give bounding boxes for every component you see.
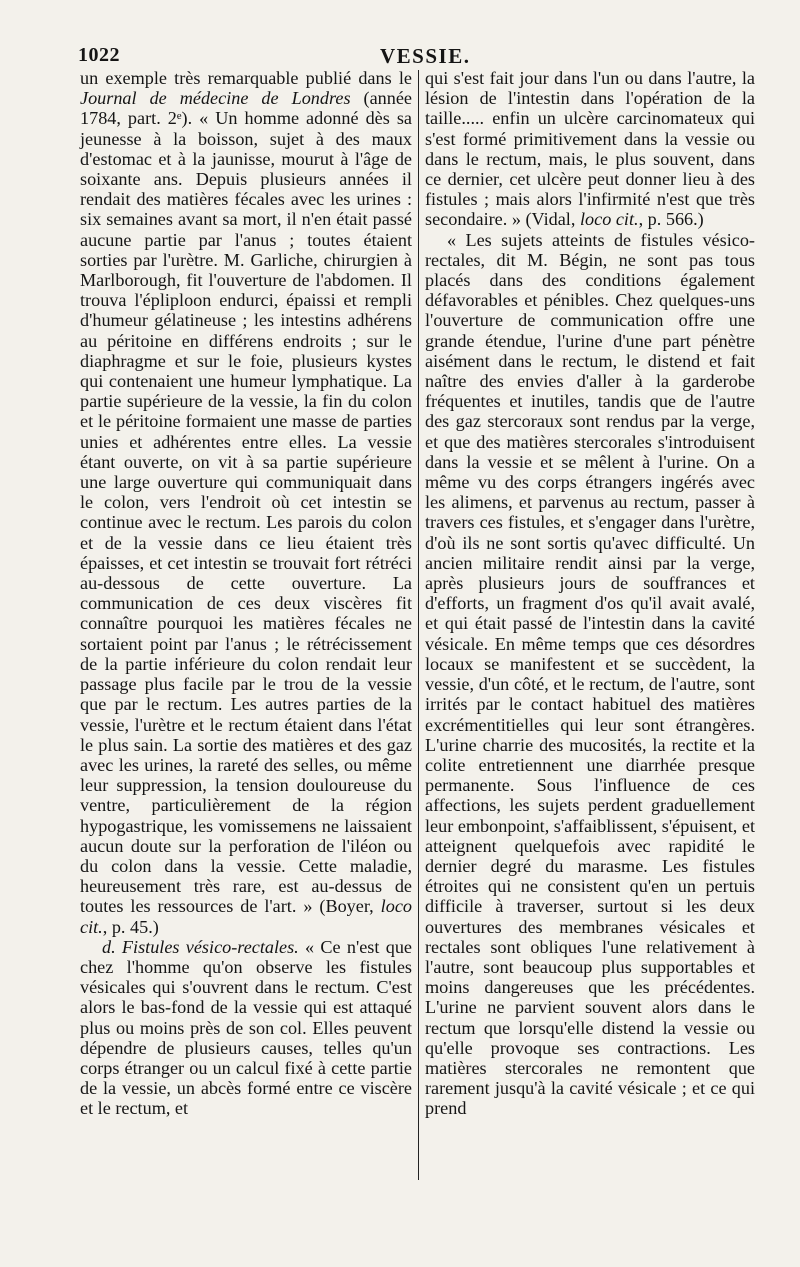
left-text-1a: un exemple très remarquable publié dans le — [80, 68, 412, 88]
right-text-1b: , p. 566.) — [638, 209, 704, 230]
running-head: VESSIE. — [380, 44, 471, 68]
right-paragraph-2 — [425, 230, 755, 1119]
page-number: 1022 — [78, 44, 120, 66]
right-paragraph-1 — [425, 68, 755, 230]
left-text-1c: , p. 45.) — [102, 916, 159, 937]
left-paragraph-1 — [80, 68, 412, 937]
left-text-1b: (année 1784, part. 2ᵉ). « Un homme adonné dès sa jeunesse à la boisson, sujet à des maux d'estomac et à la jaunisse, mourut à l'âge de soixante ans. Depuis plusieurs années il rendait des matières fécales avec les urines : six semaines avant sa mort, il n'en était passé aucune partie par l'anus ; toutes étaient sorties par l'urètre. M. Garliche, chirurgien à Marlborough, fit l'ouverture de l'abdomen. Il trouva l'épliploon endurci, épaissi et rempli d'humeur gélatineuse ; les intestins adhérens au péritoine en différens endroits ; sur le diaphragme et sur le foie, plusieurs kystes qui contenaient une humeur lymphatique. La partie supérieure de la vessie, la fin du colon et le péritoine formaient une masse de parties unies et adhérentes entre elles. La vessie étant ouverte, on vit à sa partie supérieure une large ouverture qui communiquait dans le colon, vers l'endroit où cet intestin se continue avec le rectum. Les parois du colon et de la vessie dans ce lieu étaient très épaisses, et cet intestin se trouvait fort rétréci au-dessous de cette ouverture. La communication de ces deux viscères fit connaître pourquoi les matières fécales ne sortaient point par l'anus ; le rétrécissement de la partie inférieure du colon rendait leur passage plus facile par le trou de la vessie que par le rectum. Les autres parties de la vessie, l'urètre et le rectum étaient dans l'état le plus sain. La sortie des matières et des gaz avec les urines, la rareté des selles, ou même leur suppression, la tension douloureuse du ventre, particulièrement de la région hypogastrique, les vomissemens ne laissaient aucun doute sur la perforation de l'iléon ou du colon dans la vessie. Cette maladie, heureusement très rare, est au-dessus de toutes les ressources de l'art. » (Boyer, — [80, 88, 412, 917]
loco-cit-vidal: loco cit. — [579, 209, 639, 230]
column-divider — [418, 70, 419, 1180]
left-column — [80, 68, 412, 1119]
journal-title: Journal de médecine de Londres — [80, 88, 351, 109]
right-text-1a: qui s'est fait jour dans l'un ou dans l'autre, la lésion de l'intestin dans l'opération de la taille..... enfin un ulcère carcinomateux qui s'est formé primitivement dans la vessie ou dans le rectum, mais, le plus souvent, dans ce dernier, cet ulcère peut donner lieu à des fistules ; mais alors l'infirmité n'est que très secondaire. » (Vidal, — [425, 68, 755, 230]
right-text-2: « Les sujets atteints de fistules vésico-rectales, dit M. Bégin, ne sont pas tous placés dans des conditions également défavorables et pénibles. Chez quelques-uns l'ouverture de communication offre une grande étendue, l'urine d'une part pénètre aisément dans le rectum, le distend et fait naître des envies d'aller à la garderobe fréquentes et inutiles, tandis que de l'autre des gaz stercoraux sont rendus par la verge, et que des matières stercorales s'introduisent dans la vessie et se mêlent à l'urine. On a même vu des corps étrangers ingérés avec les alimens, et parvenus au rectum, passer à travers ces fistules, et s'engager dans l'urètre, d'où ils ne sont sortis qu'avec difficulté. Un ancien militaire rendit ainsi par la verge, après plusieurs jours de souffrances et d'efforts, un fragment d'os qu'il avait avalé, et qui était passé de l'intestin dans la cavité vésicale. En même temps que ces désordres locaux se manifestent et se succèdent, la vessie, d'un côté, et le rectum, de l'autre, sont irrités par le contact habituel des matières excrémentitielles qui leur sont étrangères. L'urine charrie des mucosités, la rectite et la colite entretiennent une diarrhée presque permanente. Sous l'influence de ces affections, les sujets perdent graduellement leur embonpoint, s'affaiblissent, s'épuisent, et atteignent quelquefois avec rapidité le dernier degré du marasme. Les fistules étroites qui ne consistent qu'en un pertuis difficile à traverser, surtout si les deux ouvertures des membranes vésicales et rectales sont obliques l'une relativement à l'autre, sont beaucoup plus supportables et moins dangereuses que les précédentes. L'urine ne parvient souvent alors dans le rectum que lorsqu'elle distend la vessie ou qu'elle provoque ses contractions. Les matières stercorales ne remontent que rarement jusqu'à la cavité vésicale ; et ce qui prend — [425, 229, 755, 1119]
section-heading-fistules: d. Fistules vésico-rectales. — [102, 936, 299, 957]
page-header — [78, 44, 758, 70]
left-text-2: « Ce n'est que chez l'homme qu'on observe les fistules vésicales qui s'ouvrent dans le rectum. C'est alors le bas-fond de la vessie qui est attaqué plus ou moins près de son col. Elles peuvent dépendre de plusieurs causes, telles qu'un corps étranger ou un calcul fixé à cette partie de la vessie, un abcès formé entre ce viscère et le rectum, et — [80, 936, 412, 1119]
left-paragraph-2 — [80, 937, 412, 1119]
loco-cit-boyer: loco cit. — [80, 896, 412, 937]
right-column — [425, 68, 755, 1119]
